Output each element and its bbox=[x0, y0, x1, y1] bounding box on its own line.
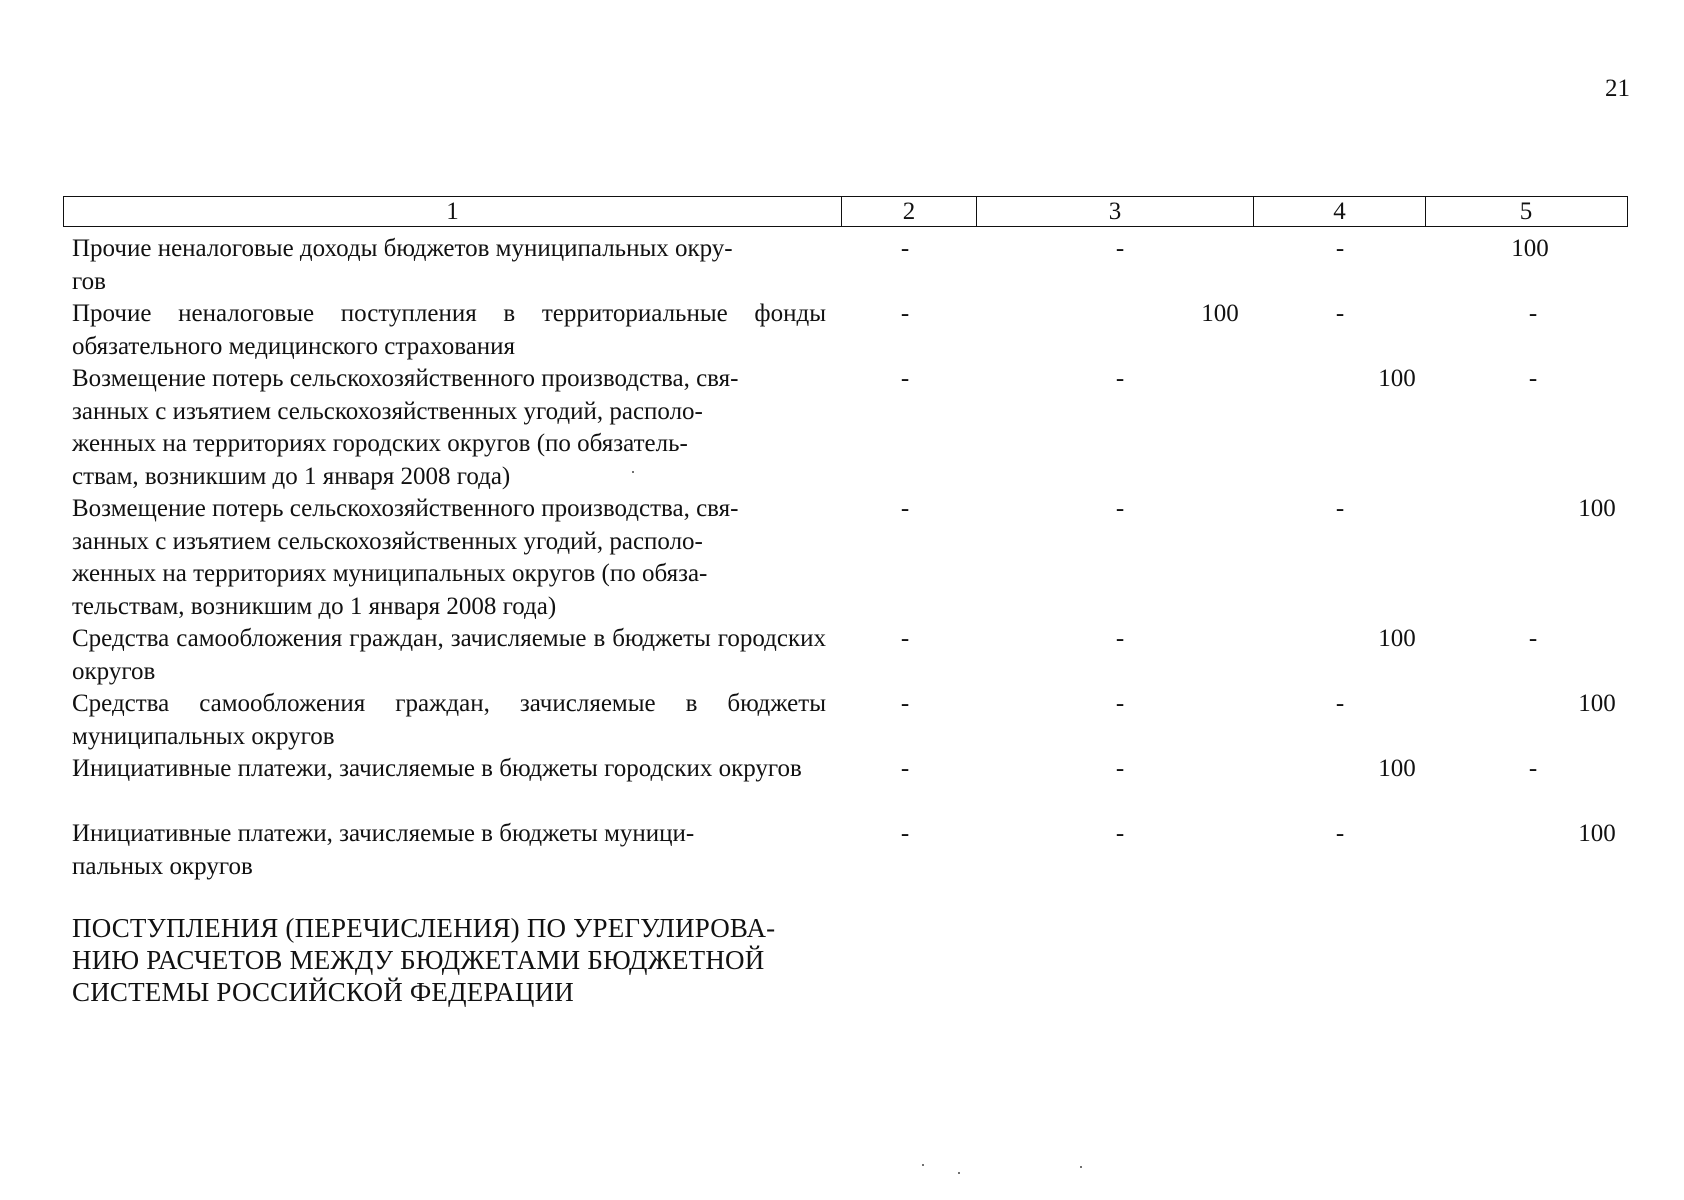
row-value-col3: - bbox=[1115, 625, 1125, 652]
row-value-col5: - bbox=[1528, 625, 1538, 652]
row-description: Возмещение потерь сельскохозяйственного производства, свя- занных с изъятием сельскохозяйственных угодий, располо- женных на территориях городских округов (по обязатель- ствам, возникшим до 1 января 2008 года) bbox=[72, 365, 739, 490]
table-header bbox=[63, 196, 1628, 227]
row-description: Возмещение потерь сельскохозяйственного производства, свя- занных с изъятием сельскохозяйственных угодий, располо- женных на территориях муниципальных округов (по обяза- тельствам, возникшим до 1 января 2008 года) bbox=[72, 495, 739, 620]
row-value-col2: - bbox=[900, 235, 910, 262]
row-value-col3: - bbox=[1115, 235, 1125, 262]
scan-speck bbox=[632, 471, 634, 473]
row-value-col2: - bbox=[900, 755, 910, 782]
row-description: Инициативные платежи, зачисляемые в бюджеты муници- пальных округов bbox=[72, 820, 695, 880]
row-value-col4: - bbox=[1335, 495, 1345, 522]
row-value-col5: - bbox=[1528, 300, 1538, 327]
column-header-4: 4 bbox=[1254, 197, 1426, 226]
row-description: Средства самообложения граждан, зачисляемые в бюджеты городских округов bbox=[72, 625, 826, 685]
row-value-col3: - bbox=[1115, 365, 1125, 392]
row-description: Прочие неналоговые доходы бюджетов муниципальных окру- гов bbox=[72, 235, 733, 295]
row-value-col2: - bbox=[900, 690, 910, 717]
row-value-col4: 100 bbox=[1378, 625, 1416, 652]
row-value-col3: 100 bbox=[1201, 300, 1239, 327]
row-value-col4: - bbox=[1335, 690, 1345, 717]
section-title: ПОСТУПЛЕНИЯ (ПЕРЕЧИСЛЕНИЯ) ПО УРЕГУЛИРОВА- НИЮ РАСЧЕТОВ МЕЖДУ БЮДЖЕТАМИ БЮДЖЕТНОЙ СИСТЕМЫ РОССИЙСКОЙ ФЕДЕРАЦИИ bbox=[72, 913, 776, 1007]
column-header-3: 3 bbox=[977, 197, 1254, 226]
row-value-col5: 100 bbox=[1578, 820, 1616, 847]
row-value-col4: - bbox=[1335, 300, 1345, 327]
row-value-col5: 100 bbox=[1578, 690, 1616, 717]
row-description: Прочие неналоговые поступления в территориальные фонды обязательного медицинского страхования bbox=[72, 300, 826, 360]
column-header-1: 1 bbox=[64, 197, 842, 226]
row-value-col3: - bbox=[1115, 755, 1125, 782]
column-header-2: 2 bbox=[842, 197, 977, 226]
row-description: Средства самообложения граждан, зачисляемые в бюджеты муниципальных округов bbox=[72, 690, 826, 750]
row-value-col5: - bbox=[1528, 755, 1538, 782]
row-value-col5: - bbox=[1528, 365, 1538, 392]
row-value-col2: - bbox=[900, 820, 910, 847]
row-value-col4: - bbox=[1335, 235, 1345, 262]
page-number: 21 bbox=[1605, 75, 1630, 102]
row-value-col3: - bbox=[1115, 495, 1125, 522]
scan-speck bbox=[1080, 1166, 1082, 1168]
row-value-col5: 100 bbox=[1511, 235, 1549, 262]
row-value-col3: - bbox=[1115, 820, 1125, 847]
row-value-col2: - bbox=[900, 365, 910, 392]
row-value-col2: - bbox=[900, 300, 910, 327]
scan-speck bbox=[922, 1164, 924, 1166]
row-value-col4: - bbox=[1335, 820, 1345, 847]
scan-speck bbox=[958, 1172, 960, 1174]
row-value-col2: - bbox=[900, 625, 910, 652]
row-description: Инициативные платежи, зачисляемые в бюджеты городских округов bbox=[72, 755, 802, 782]
row-value-col5: 100 bbox=[1578, 495, 1616, 522]
row-value-col4: 100 bbox=[1378, 365, 1416, 392]
row-value-col3: - bbox=[1115, 690, 1125, 717]
row-value-col2: - bbox=[900, 495, 910, 522]
row-value-col4: 100 bbox=[1378, 755, 1416, 782]
column-header-5: 5 bbox=[1519, 198, 1533, 225]
